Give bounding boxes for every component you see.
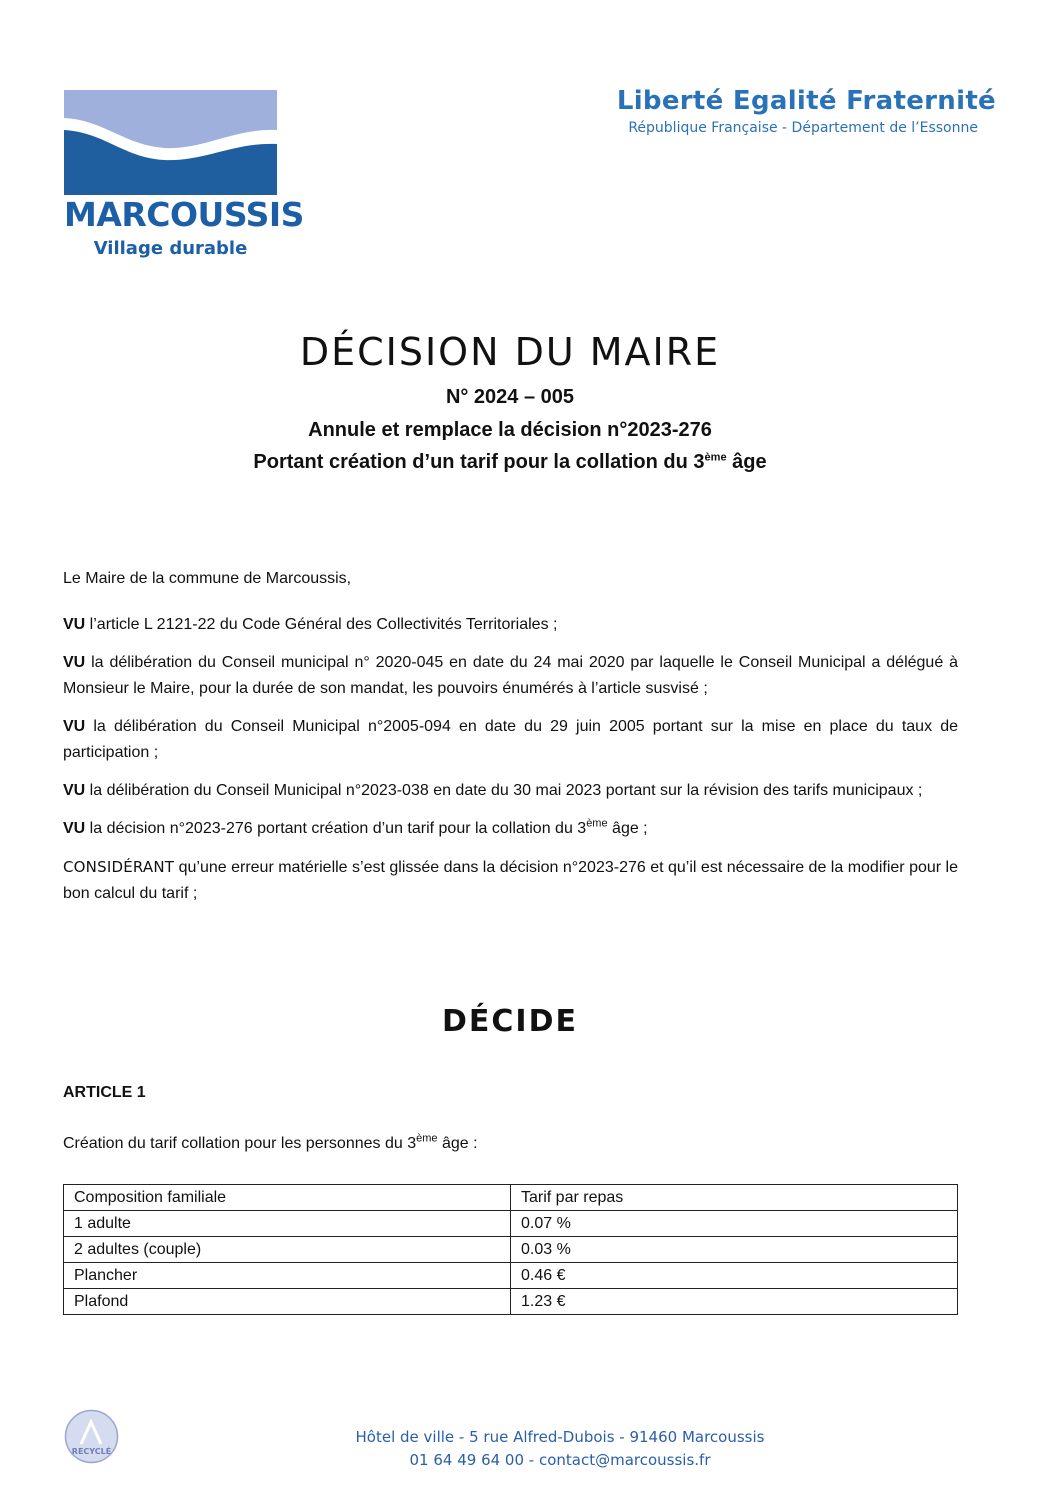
decide-heading: DÉCIDE (442, 1004, 578, 1039)
logo-name: MARCOUSSIS (64, 195, 304, 234)
vu-label: VU (63, 782, 86, 799)
decision-subject (0, 451, 1020, 474)
vu-text: la délibération du Conseil Municipal n°2005-094 en date du 29 juin 2005 portant sur la mise en place du taux de participation ; (63, 718, 958, 761)
subject-sup: ème (704, 451, 727, 464)
table-cell: 0.07 % (511, 1211, 958, 1237)
vu-label: VU (63, 654, 86, 671)
vu-label: VU (63, 718, 86, 735)
tariff-table (63, 1184, 958, 1315)
vu-paragraph-5 (63, 816, 958, 842)
table-cell: Plafond (64, 1289, 511, 1315)
considerant-text: qu’une erreur matérielle s’est glissée dans la décision n°2023-276 et qu’il est nécessaire de la modifier pour le bon calcul du tarif ; (63, 859, 958, 902)
subject-prefix: Portant création d’un tarif pour la collation du 3 (253, 451, 705, 473)
table-header: Composition familiale (64, 1185, 511, 1211)
vu-paragraph-2 (63, 650, 958, 702)
vu-text: la délibération du Conseil municipal n° 2020-045 en date du 24 mai 2020 par laquelle le Conseil Municipal a délégué à Monsieur le Maire, pour la durée de son mandat, les pouvoirs énumérés à l’article susvisé ; (63, 654, 958, 697)
article-sup: ème (416, 1132, 438, 1145)
decision-number: N° 2024 – 005 (445, 386, 575, 408)
vu-sup: ème (586, 817, 608, 830)
table-header-row (64, 1185, 958, 1211)
table-cell: 0.46 € (511, 1263, 958, 1289)
table-cell: Plancher (64, 1263, 511, 1289)
footer-line-2: 01 64 49 64 00 - contact@marcoussis.fr (409, 1451, 711, 1469)
vu-text: la délibération du Conseil Municipal n°2023-038 en date du 30 mai 2023 portant sur la révision des tarifs municipaux ; (85, 782, 923, 799)
table-header: Tarif par repas (511, 1185, 958, 1211)
vu-label: VU (63, 616, 86, 633)
vu-text: la décision n°2023-276 portant création d’un tarif pour la collation du 3 (85, 820, 587, 837)
decision-body (63, 566, 958, 919)
footer-line-1: Hôtel de ville - 5 rue Alfred-Dubois - 91460 Marcoussis (355, 1428, 765, 1446)
table-row (64, 1263, 958, 1289)
table-row (64, 1237, 958, 1263)
decision-replaces: Annule et remplace la décision n°2023-276 (308, 419, 712, 441)
page-title: DÉCISION DU MAIRE (299, 330, 721, 374)
table-row (64, 1211, 958, 1237)
intro-line: Le Maire de la commune de Marcoussis, (63, 570, 352, 587)
vu-paragraph-3 (63, 714, 958, 766)
subject-suffix: âge (726, 451, 767, 473)
considerant-label: CONSIDÉRANT (63, 858, 175, 876)
vu-text: l’article L 2121-22 du Code Général des Collectivités Territoriales ; (85, 616, 558, 633)
marcoussis-logo (64, 90, 304, 265)
motto-sub: République Française - Département de l’Essonne (628, 120, 978, 136)
vu-label: VU (63, 820, 86, 837)
vu-paragraph-4 (63, 778, 958, 804)
considerant-paragraph (63, 854, 958, 907)
article-text (63, 1132, 478, 1153)
table-cell: 1 adulte (64, 1211, 511, 1237)
table-cell: 1.23 € (511, 1289, 958, 1315)
motto-main: Liberté Egalité Fraternité (616, 86, 996, 116)
republic-motto (617, 86, 996, 136)
vu-text-suffix: âge ; (607, 820, 648, 837)
table-row (64, 1289, 958, 1315)
svg-text:RECYCLÉ: RECYCLÉ (71, 1447, 112, 1456)
table-cell: 2 adultes (couple) (64, 1237, 511, 1263)
article-heading: ARTICLE 1 (63, 1084, 146, 1101)
article-text-prefix: Création du tarif collation pour les personnes du 3 (63, 1135, 417, 1152)
logo-subtitle: Village durable (93, 238, 248, 259)
footer-address (0, 1426, 1058, 1472)
vu-paragraph-1 (63, 612, 958, 638)
table-cell: 0.03 % (511, 1237, 958, 1263)
logo-wave-graphic (64, 90, 277, 195)
article-text-suffix: âge : (437, 1135, 478, 1152)
